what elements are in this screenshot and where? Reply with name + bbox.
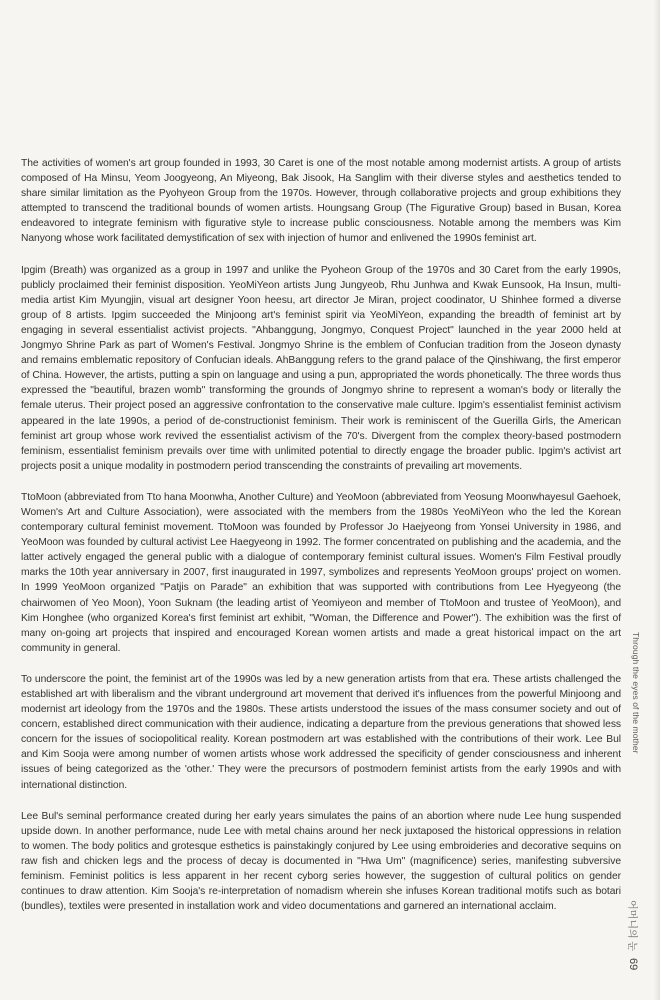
paragraph-30-caret: The activities of women's art group founded in 1993, 30 Caret is one of the most notable among modernist artists. A group of artists composed of Ha Minsu, Yeom Joogyeong, An Miyeong, Bak Jisook, Ha Sanglim with their diverse styles and aesthetics tended to share similar limitation as the Pyohyeon Group from the 1970s. However, through collaborative projects and group exhibitions they attempted to transcend the traditional bounds of women artists. Houngsang Group (The Figurative Group) based in Busan, Korea endeavored to integrate feminism with figurative style to increase public consciousness. Notable among the members was Kim Nanyong whose work facilitated demystification of sex with injection of humor and enlivened the 1990s feminist art. [21, 158, 621, 245]
paragraph-ipgim: Ipgim (Breath) was organized as a group in 1997 and unlike the Pyoheon Group of the 1970s and 30 Caret from the early 1990s, publicly proclaimed their feminist disposition. YeoMiYeon artists Jung Jungyeob, Rhu Junhwa and Kwak Eunsook, Ha Insun, multi-media artist Kim Myungjin, visual art designer Yoon heesu, art director Je Miran, project coodinator, U Shinhee formed a diverse group of 8 artists. Ipgim succeeded the Minjoong art's feminist spirit via YeoMiYeon, expanding the breadth of feminist art by engaging in several essentialist activist projects. "Ahbanggung, Jongmyo, Conquest Project" launched in the year 2000 held at Jongmyo Shrine Park as part of Women's Festival. Jongmyo Shrine is the emblem of Confucian tradition from the Joseon dynasty and remains emblematic repository of Confucian ideals. AhBanggung refers to the grand palace of the Qinshiwang, the first emperor of China. However, the artists, putting a spin on language and using a pun, appropriated the words phonetically. The three words thus expressed the "beautiful, brazen womb" transforming the grounds of Jongmyo shrine to represent a woman's body or literally the female uterus. Their project posed an aggressive confrontation to the conservative male culture. Ipgim's essentialist feminist activism appeared in the late 1990s, a period of de-constructionist feminism. Their work is reminiscent of the Guerilla Girls, the American feminist art group whose work revived the essentialist activism of the 70's. Divergent from the complex theory-based postmodern feminism, essentialist feminism prevails over time with unlimited potential to directly engage the broader public. Ipgim's activist art projects posit a unique modality in postmodern period transcending the constraints of prevailing art movements. [21, 264, 621, 472]
paragraph-lee-bul-kim-sooja: Lee Bul's seminal performance created during her early years simulates the pains of an abortion where nude Lee hung suspended upside down. In another performance, nude Lee with metal chains around her neck juxtaposed the historical oppressions in relation to women. The body politics and grotesque esthetics is painstakingly conjured by Lee using embroideries and decorative sequins on raw fish and chicken legs and the process of decay is documented in "Hwa Um" (magnificence) series, manifesting subversive feminism. Feminist politics is less apparent in her recent cyborg series however, the suggestion of cultural politics on gender continues to draw attention. Kim Sooja's re-interpretation of nomadism wherein she infuses Korean traditional motifs such as botari (bundles), textiles were presented in installation work and video documentations and garnered an international acclaim. [21, 810, 621, 913]
running-header-korean [626, 900, 643, 952]
running-header [629, 632, 643, 812]
paragraph-1990s-generation: To underscore the point, the feminist art of the 1990s was led by a new generation artists from that era. These artists challenged the established art with liberalism and the vibrant underground art movement that derived it's influences from the powerful Minjoong and modernist art ideology from the 1970s and the 1980s. These artists understood the issues of the mass consumer society and out of concern, established direct communication with their audience, indicating a departure from the previous generations that showed less concern for the issues of sociopolitical reality. Korean postmodern art was established with the contributions of their work. Lee Bul and Kim Sooja were among number of women artists whose work addressed the specificity of gender consciousness and inherent issues of being categorized as the 'other.' They were the precursors of postmodern feminist artists from the early 1990s and with international distinction. [21, 673, 621, 791]
page-number-text: 69 [627, 958, 639, 971]
body-text [21, 156, 621, 930]
page-edge [654, 0, 660, 1000]
running-header-text: Through the eyes of the mother [631, 632, 641, 754]
page-number [626, 958, 642, 982]
running-header-korean-text: 어머니의 눈 [626, 900, 637, 952]
paragraph-ttomoon-yeomoon: TtoMoon (abbreviated from Tto hana Moonwha, Another Culture) and YeoMoon (abbreviated from Yeosung Moonwhayesul Gaehoek, Women's Art and Culture Association), were associated with the members from the 1980s YeoMiYeon who the led the Korean contemporary cultural feminist movement. TtoMoon was founded by Professor Jo Haejyeong from Yonsei University in 1986, and YeoMoon was founded by cultural activist Lee Haegyeong in 1992. The former concentrated on publishing and the academia, and the latter actively engaged the general public with a dialogue of contemporary feminist cultural issues. Women's Film Festival proudly marks the 10th year anniversary in 2007, first inaugurated in 1997, symbolizes and represents YeoMoon groups' project on women. In 1999 YeoMoon organized "Patjis on Parade" an exhibition that was supported with contributions from Lee Hyegyeong (the chairwomen of Yeo Moon), Yoon Suknam (the leading artist of Yeomiyeon and member of TtoMoon and trustee of YeoMoon), and Kim Honghee (who organized Korea's first feminist art exhibit, "Woman, the Difference and Power"). The exhibition was the first of many on-going art projects that inspired and encouraged Korean women artists and made a great historical impact on the art community in general. [21, 491, 621, 654]
